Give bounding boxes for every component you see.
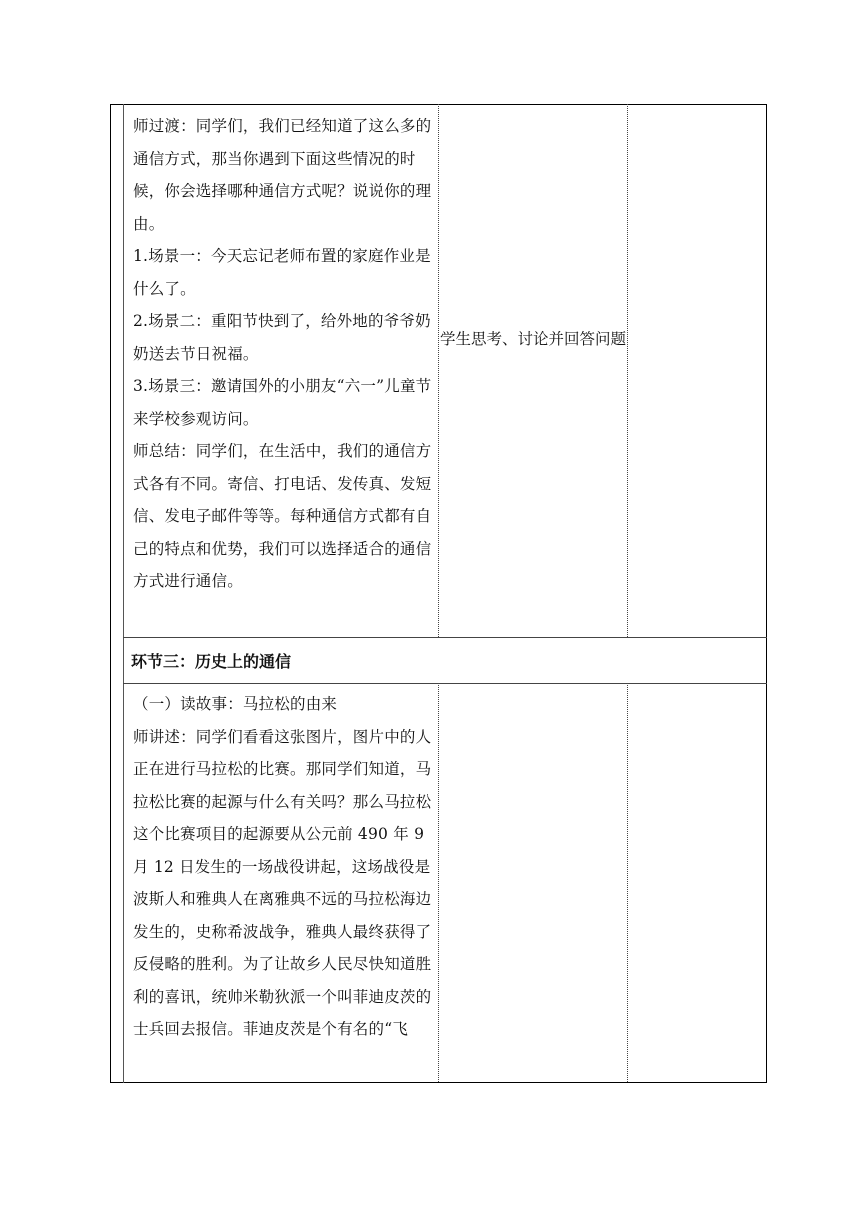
row1-divider-2	[627, 104, 628, 637]
row1-paragraph: 师总结：同学们，在生活中，我们的通信方式各有不同。寄信、打电话、发传真、发短信、发电子邮件等等。每种通信方式都有自己的特点和优势，我们可以选择适合的通信方式进行通信。	[133, 442, 432, 590]
row1-middle-cell: 学生思考、讨论并回答问题	[440, 330, 627, 348]
row1-left-cell	[133, 110, 433, 598]
row1-paragraph: 2.场景二：重阳节快到了，给外地的爷爷奶奶送去节日祝福。	[133, 312, 431, 363]
row1-divider-1	[438, 104, 439, 637]
row1-paragraph: 师过渡：同学们，我们已经知道了这么多的通信方式，那当你遇到下面这些情况的时候，你会选择哪种通信方式呢？说说你的理由。	[133, 117, 432, 233]
row1-paragraph: 3.场景三：邀请国外的小朋友“六一”儿童节来学校参观访问。	[133, 377, 432, 428]
section-heading-bottom-border	[123, 683, 767, 684]
table-border-bottom	[110, 1082, 767, 1083]
row1-paragraph: 1.场景一：今天忘记老师布置的家庭作业是什么了。	[133, 247, 431, 298]
section-heading: 环节三：历史上的通信	[131, 652, 292, 671]
row2-paragraph: 师讲述：同学们看看这张图片，图片中的人正在进行马拉松的比赛。那同学们知道，马拉松比赛的起源与什么有关吗？那么马拉松这个比赛项目的起源要从公元前 490 年 9 月 12 日发生的一场战役讲起，这场战役是波斯人和雅典人在离雅典不远的马拉松海边发生的，史称希波战争，雅典人最终获得了反侵略的胜利。为了让故乡人民尽快知道胜利的喜讯，统帅米勒狄派一个叫菲迪皮茨的士兵回去报信。菲迪皮茨是个有名的“飞	[133, 727, 432, 1038]
row2-left-cell	[133, 688, 433, 1046]
table-border-right	[766, 104, 767, 1083]
row2-paragraph: （一）读故事：马拉松的由来	[133, 695, 338, 713]
table-inner-left-border	[123, 104, 124, 1083]
row2-divider-2	[627, 683, 628, 1082]
row2-divider-1	[438, 683, 439, 1082]
table-border-left	[110, 104, 111, 1083]
row1-bottom-border	[123, 637, 767, 638]
